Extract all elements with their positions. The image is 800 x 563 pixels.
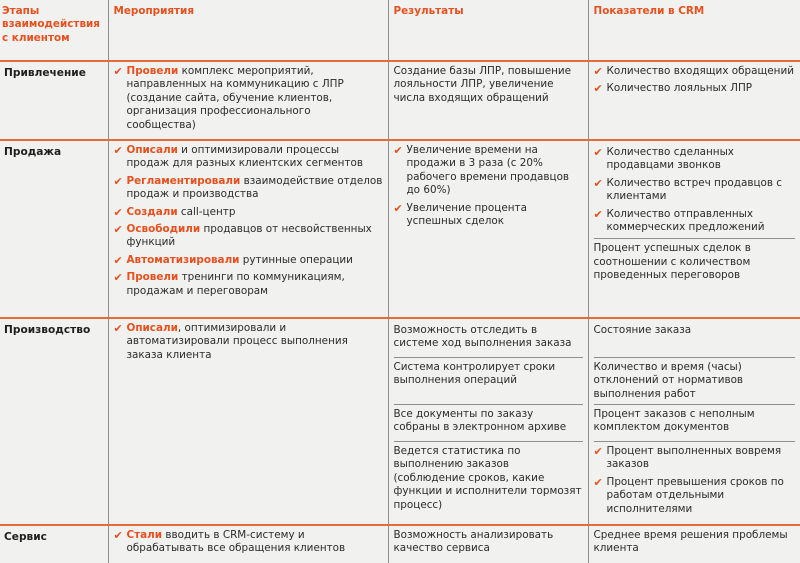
list-item: ✔ Освободили продавцов от несвойственных функций — [113, 223, 372, 249]
stage-label: Продажа — [0, 140, 108, 318]
list-item: ✔ Увеличение процента успешных сделок — [393, 201, 527, 228]
check-icon: ✔ — [113, 253, 123, 267]
results-cell — [388, 318, 588, 525]
list-item: ✔ Количество сделанных продавцами звонков — [593, 146, 734, 172]
check-icon: ✔ — [593, 146, 603, 160]
table-row-sales — [0, 140, 800, 318]
result-subcell: Возможность отследить в системе ход выполнения заказа — [394, 324, 583, 358]
header-activities: Мероприятия — [108, 0, 388, 61]
activities-cell — [108, 61, 388, 140]
result-subcell: Ведется статистика по выполнению заказов (соблюдение сроков, какие функции и исполнители тормозят процесс) — [393, 445, 582, 511]
check-icon: ✔ — [593, 475, 603, 489]
check-icon: ✔ — [593, 176, 603, 190]
kpi-subcell — [594, 146, 796, 239]
check-icon: ✔ — [393, 201, 403, 215]
table-row-attraction — [0, 61, 800, 140]
check-icon: ✔ — [593, 445, 603, 459]
result-subcell: Все документы по заказу собраны в электронном архиве — [394, 405, 583, 442]
stage-label: Сервис — [4, 531, 47, 544]
list-item: ✔ Регламентировали взаимодействие отделов продаж и производства — [113, 174, 383, 201]
list-item: ✔ Количество встреч продавцов с клиентами — [593, 176, 783, 203]
check-icon: ✔ — [113, 65, 123, 78]
check-icon: ✔ — [593, 65, 603, 78]
kpi-cell — [588, 140, 800, 318]
stage-label: Привлечение — [0, 61, 108, 140]
header-results: Результаты — [388, 0, 588, 61]
check-icon: ✔ — [113, 223, 123, 237]
header-stages: Этапы взаимодействия с клиентом — [0, 0, 108, 61]
list-item: ✔ Процент превышения сроков по работам отдельными исполнителями — [593, 475, 784, 515]
check-icon: ✔ — [593, 82, 603, 96]
list-item: ✔ Количество отправленных коммерческих предложений — [593, 207, 765, 234]
list-item: ✔ Количество лояльных ЛПР — [593, 82, 753, 96]
check-icon: ✔ — [393, 144, 403, 158]
list-item: ✔ Количество входящих обращений — [593, 65, 794, 78]
list-item: ✔ Автоматизировали рутинные операции — [113, 253, 353, 267]
list-item: ✔ Стали вводить в CRM-систему и обрабатывать все обращения клиентов — [113, 529, 346, 555]
check-icon: ✔ — [113, 174, 123, 188]
list-item: ✔ Увеличение времени на продажи в 3 раза (с 20% рабочего времени продавцов до 60%) — [393, 144, 570, 197]
list-item: ✔ Описали, оптимизировали и автоматизировали процесс выполнения заказа клиента — [113, 322, 348, 361]
table-header-row — [0, 0, 800, 61]
list-item: ✔ Провели тренинги по коммуникациям, продажам и переговорам — [113, 271, 345, 297]
list-item: ✔ Процент выполненных вовремя заказов — [593, 445, 782, 471]
table-row-production — [0, 318, 800, 525]
stage-label: Производство — [0, 318, 108, 525]
results-cell: Возможность анализировать качество сервиса — [388, 525, 588, 563]
kpi-cell: Среднее время решения проблемы клиента — [588, 525, 800, 563]
check-icon: ✔ — [113, 271, 123, 285]
results-cell: Создание базы ЛПР, повышение лояльности ЛПР, увеличение числа входящих обращений — [388, 61, 588, 140]
kpi-subcell: Процент заказов с неполным комплектом документов — [594, 405, 796, 442]
activities-cell — [108, 140, 388, 318]
check-icon: ✔ — [113, 144, 123, 158]
check-icon: ✔ — [113, 322, 123, 336]
kpi-subcell: Процент успешных сделок в соотношении с количеством проведенных переговоров — [593, 242, 751, 282]
check-icon: ✔ — [113, 205, 123, 219]
kpi-cell — [588, 61, 800, 140]
kpi-subcell — [594, 442, 796, 524]
kpi-cell — [588, 318, 800, 525]
results-cell — [388, 140, 588, 318]
result-subcell: Система контролирует сроки выполнения операций — [394, 358, 583, 405]
activities-cell — [108, 318, 388, 525]
check-icon: ✔ — [113, 529, 123, 543]
list-item: ✔ Провели комплекс мероприятий, направленных на коммуникацию с ЛПР (создание сайта, обучение клиентов, организация профессионального сообщества) — [113, 65, 344, 131]
kpi-subcell: Количество и время (часы) отклонений от нормативов выполнения работ — [594, 358, 796, 405]
header-crm-kpi: Показатели в CRM — [588, 0, 800, 61]
list-item: ✔ Создали call-центр — [113, 205, 236, 219]
check-icon: ✔ — [593, 207, 603, 221]
list-item: ✔ Описали и оптимизировали процессы продаж для разных клиентских сегментов — [113, 144, 364, 170]
kpi-subcell: Состояние заказа — [594, 324, 796, 358]
